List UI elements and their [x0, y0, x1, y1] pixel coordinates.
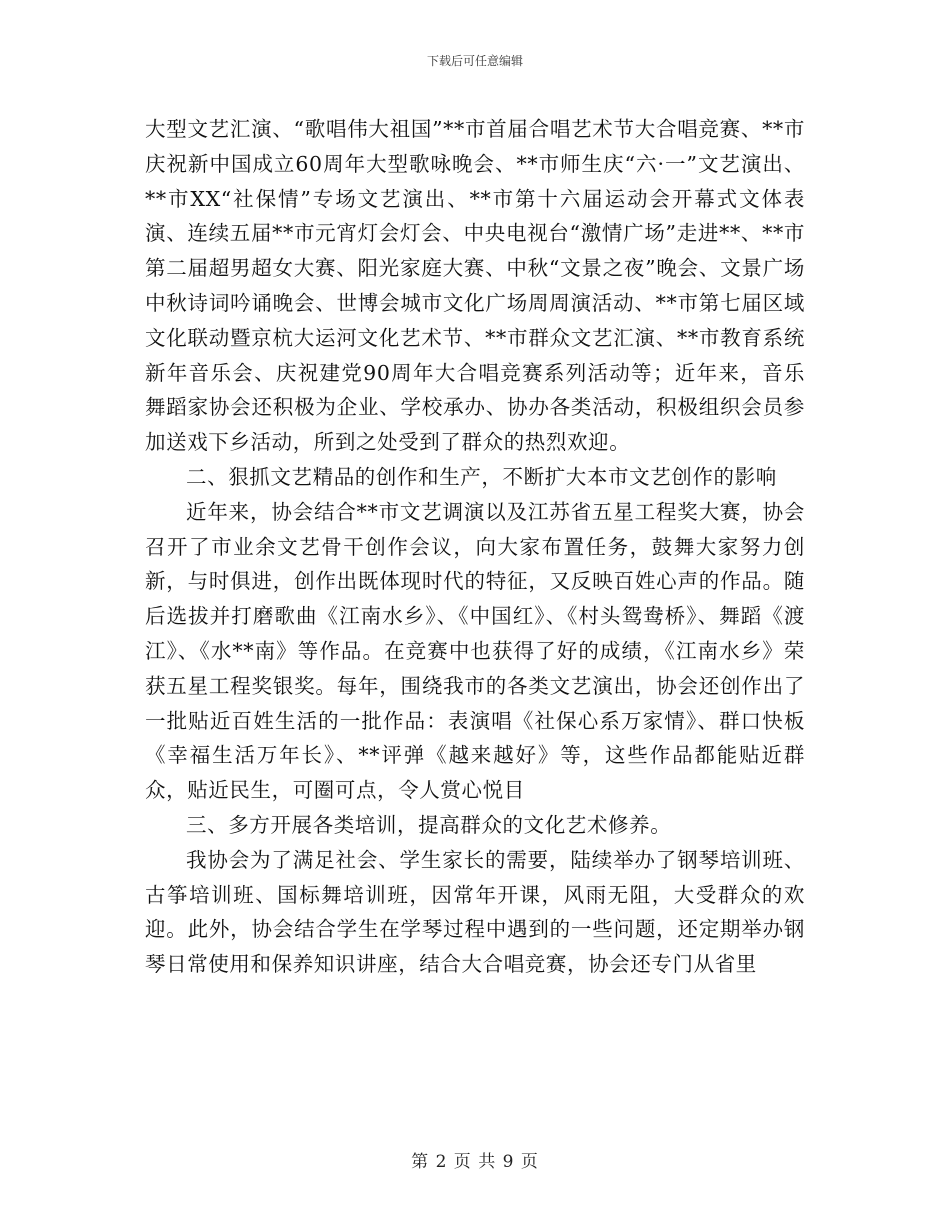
footer-total-pages: 9 [502, 1152, 515, 1172]
page-header-note: 下载后可任意编辑 [426, 54, 523, 68]
page-footer [0, 1147, 950, 1172]
footer-current-page: 2 [435, 1152, 448, 1172]
paragraph-1: 大型文艺汇演、“歌唱伟大祖国”**市首届合唱艺术节大合唱竞赛、**市庆祝新中国成立60周年大型歌咏晚会、**市师生庆“六·一”文艺演出、**市XX“社保情”专场文艺演出、**市第十六届运动会开幕式文体表演、连续五届**市元宵灯会灯会、中央电视台“激情广场”走进**、**市第二届超男超女大赛、阳光家庭大赛、中秋“文景之夜”晚会、文景广场中秋诗词吟诵晚会、世博会城市文化广场周周演活动、**市第七届区域文化联动暨京杭大运河文化艺术节、**市群众文艺汇演、**市教育系统新年音乐会、庆祝建党90周年大合唱竞赛系列活动等；近年来，音乐舞蹈家协会还积极为企业、学校承办、协办各类活动，积极组织会员参加送戏下乡活动，所到之处受到了群众的热烈欢迎。 [145, 117, 805, 455]
paragraph-3: 我协会为了满足社会、学生家长的需要，陆续举办了钢琴培训班、古筝培训班、国标舞培训班，因常年开课，风雨无阻，大受群众的欢迎。此外，协会结合学生在学琴过程中遇到的一些问题，还定期举办钢琴日常使用和保养知识讲座，结合大合唱竞赛，协会还专门从省里 [145, 847, 805, 977]
footer-prefix: 第 [411, 1152, 430, 1172]
paragraph-2: 近年来，协会结合**市文艺调演以及江苏省五星工程奖大赛，协会召开了市业余文艺骨干创作会议，向大家布置任务，鼓舞大家努力创新，与时俱进，创作出既体现时代的特征，又反映百姓心声的作品。随后选拔并打磨歌曲《江南水乡》、《中国红》、《村头鸳鸯桥》、舞蹈《渡江》、《水**南》等作品。在竞赛中也获得了好的成绩，《江南水乡》荣获五星工程奖银奖。每年，围绕我市的各类文艺演出，协会还创作出了一批贴近百姓生活的一批作品：表演唱《社保心系万家情》、群口快板《幸福生活万年长》、**评弹《越来越好》等，这些作品都能贴近群众，贴近民生，可圈可点，令人赏心悦目 [145, 499, 805, 803]
section-heading-2: 二、狠抓文艺精品的创作和生产，不断扩大本市文艺创作的影响 [186, 464, 777, 489]
document-body [145, 112, 805, 982]
section-heading-3: 三、多方开展各类培训，提高群众的文化艺术修养。 [186, 812, 672, 837]
footer-mid: 页 共 [453, 1152, 497, 1172]
footer-suffix: 页 [520, 1152, 539, 1172]
